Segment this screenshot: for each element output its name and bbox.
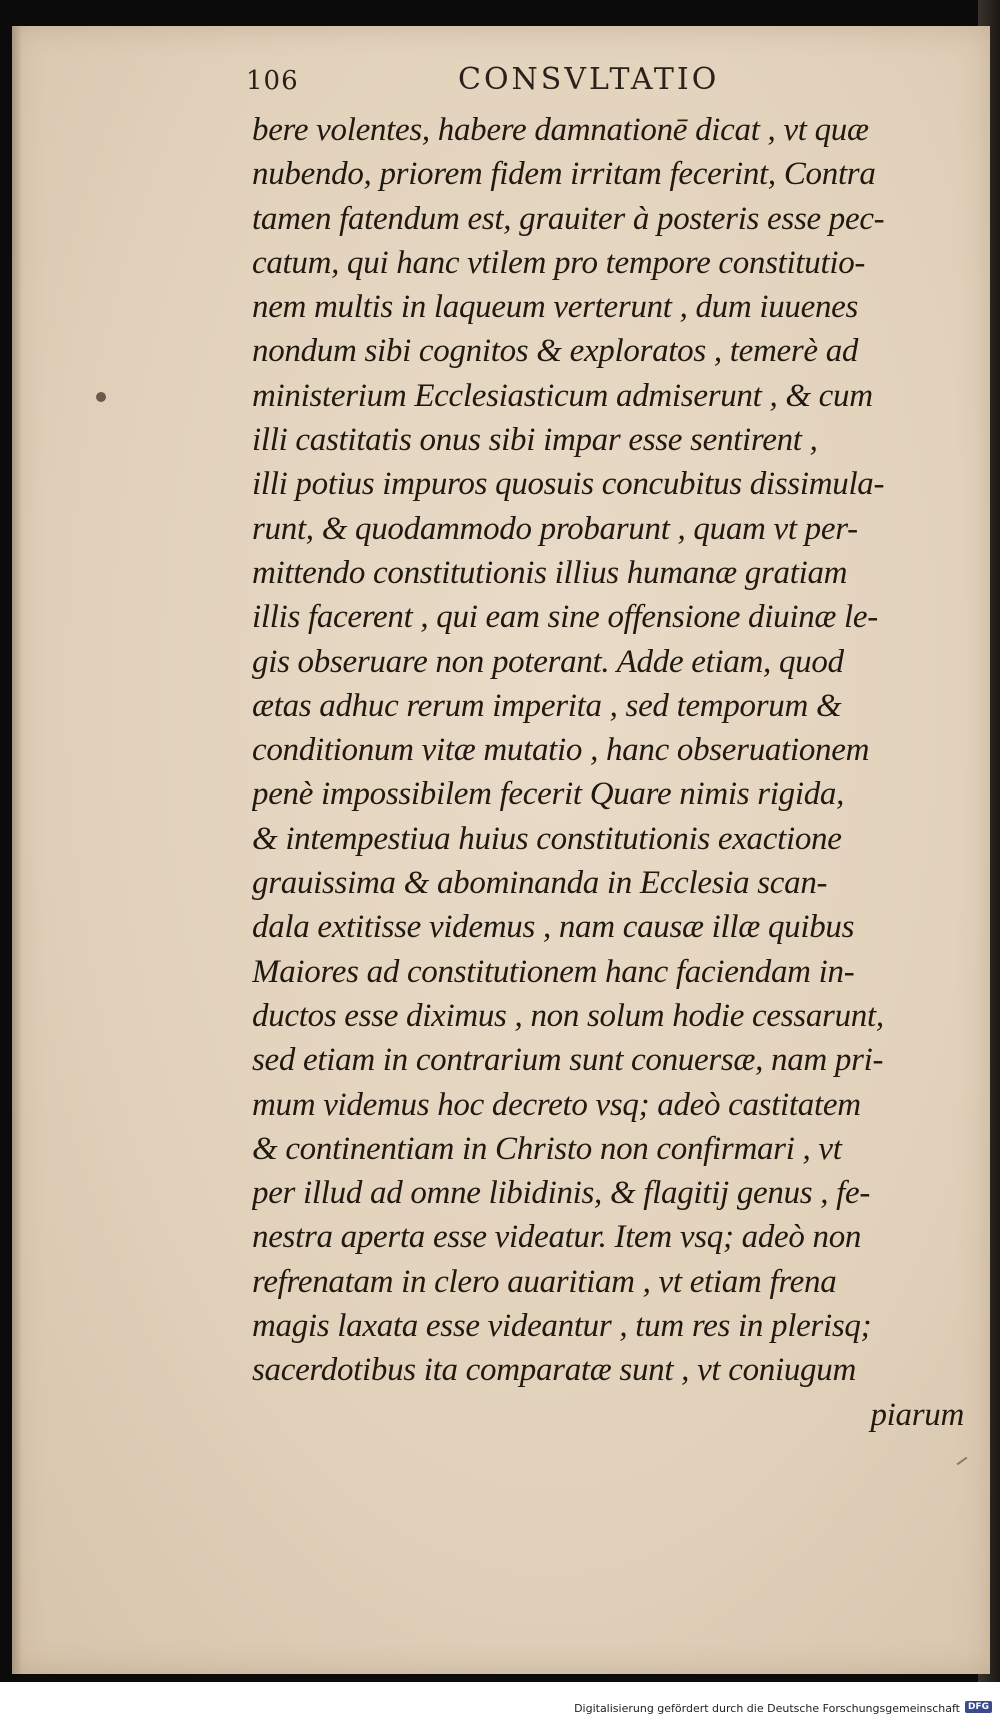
text-line: catum, qui hanc vtilem pro tempore constitutio- (252, 244, 866, 281)
text-line: & continentiam in Christo non confirmari , vt (252, 1130, 842, 1167)
text-line: magis laxata esse videantur , tum res in plerisq; (252, 1308, 872, 1345)
text-line: ministerium Ecclesiasticum admiserunt , & cum (252, 377, 873, 414)
text-line: sed etiam in contrarium sunt conuersæ, nam pri- (252, 1042, 884, 1079)
text-line: illi castitatis onus sibi impar esse sentirent , (252, 422, 818, 459)
text-line: gis obseruare non poterant. Adde etiam, quod (252, 643, 844, 680)
text-line: & intempestiua huius constitutionis exactione (252, 820, 842, 857)
body-text (252, 108, 964, 1437)
text-line: Maiores ad constitutionem hanc faciendam in- (252, 953, 855, 990)
text-line: illis facerent , qui eam sine offensione diuinæ le- (252, 599, 878, 636)
dfg-logo: DFG (965, 1701, 992, 1713)
text-line: conditionum vitæ mutatio , hanc obseruationem (252, 732, 870, 769)
page-number: 106 (246, 66, 299, 96)
text-line: penè impossibilem fecerit Quare nimis rigida, (252, 776, 845, 813)
text-line: nestra aperta esse videatur. Item vsq; adeò non (252, 1219, 862, 1256)
text-line: mum videmus hoc decreto vsq; adeò castitatem (252, 1086, 861, 1123)
text-line: nem multis in laqueum verterunt , dum iuuenes (252, 289, 859, 326)
text-line: refrenatam in clero auaritiam , vt etiam frena (252, 1263, 837, 1300)
text-line: sacerdotibus ita comparatæ sunt , vt coniugum (252, 1352, 856, 1389)
text-line: ductos esse diximus , non solum hodie cessarunt, (252, 997, 884, 1034)
text-line: nondum sibi cognitos & exploratos , temerè ad (252, 333, 859, 370)
page-header (246, 60, 766, 104)
text-line: ætas adhuc rerum imperita , sed temporum & (252, 687, 842, 724)
text-line: illi potius impuros quosuis concubitus dissimula- (252, 466, 885, 503)
text-line: grauissima & abominanda in Ecclesia scan- (252, 865, 828, 902)
text-line: bere volentes, habere damnationē dicat , vt quæ (252, 112, 869, 148)
text-line: runt, & quodammodo probarunt , quam vt per- (252, 510, 858, 547)
funding-credit: Digitalisierung gefördert durch die Deutsche Forschungsgemeinschaft (574, 1702, 960, 1715)
page-edge-left (12, 26, 22, 1674)
text-line: dala extitisse videmus , nam causæ illæ quibus (252, 909, 855, 946)
text-line: nubendo, priorem fidem irritam fecerint, Contra (252, 156, 876, 193)
text-line: tamen fatendum est, grauiter à posteris esse pec- (252, 200, 885, 237)
text-line: per illud ad omne libidinis, & flagitij genus , fe- (252, 1175, 871, 1212)
catchword: piarum (870, 1396, 964, 1433)
running-title: CONSVLTATIO (458, 62, 720, 97)
text-line: mittendo constitutionis illius humanæ gratiam (252, 554, 848, 591)
ink-stain (96, 392, 106, 402)
